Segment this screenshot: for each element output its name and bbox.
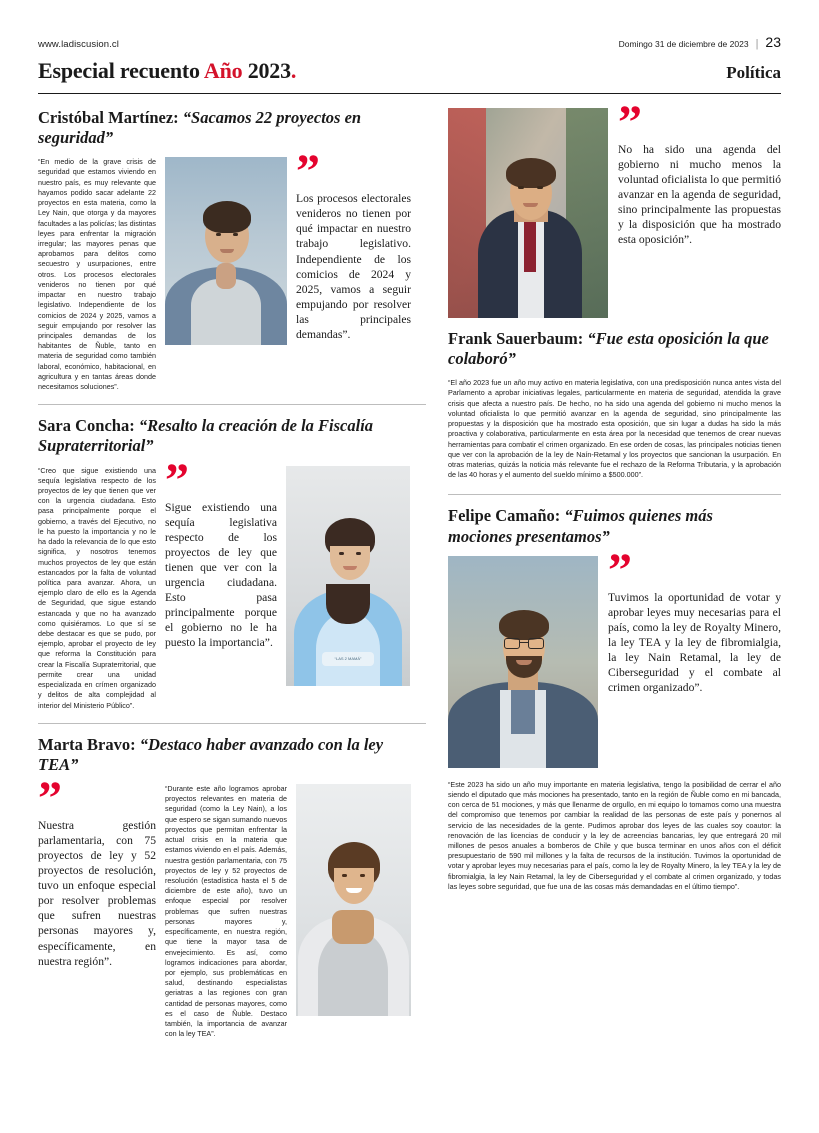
story-body: “Durante este año logramos aprobar proyectos relevantes en materia de seguridad (como la Ley Nain), a los que espero se sigan sumando nuevos proyectos que permitan enfrentar la actual crisis en la materia que estamos viviendo en el país. Además, nuestra gestión parlamentaria, con 75 proyectos de ley y 52 proyectos de resolución (estadística hasta el 5 de diciembre de este año), tuvo un enfoque especial por resolver problemas que sufren nuestras personas mayores y, específicamente, en nuestra región, que tiene la mayor tasa de envejecimiento. Es así, como logramos indicaciones para abordar, por ejemplo, sus problemáticas en salud, destinando especialistas geriatras a las regiones con gran cantidad de personas mayores, como es el caso de Ñuble. Destaco también, la importancia de avanzar con la ley TEA”. [165, 784, 287, 1039]
masthead-separator: | [755, 38, 759, 50]
quote-mark-icon: ” [296, 145, 318, 199]
photo-felipe-camano [448, 556, 598, 768]
special-year: 2023 [242, 58, 291, 83]
story-title-name: Cristóbal Martínez: [38, 108, 183, 127]
story-body: “Creo que sigue existiendo una sequía legislativa respecto de los proyectos de ley que tienen que ver con la urgencia ciudadana. Esto pasa principalmente porque el gobierno, a través del Ejecutivo, no le ha puesto la importancia y no le ha dado la relevancia de lo que esto significa, y nosotros tenemos muchos proyectos de ley que están estancados por la falta de voluntad política para avanzar. Ahora, un ejemplo claro de ello es la Agenda de Seguridad, que sigue estando estancada y que no ha avanzado como quisiéramos. Lo que sí se debe destacar es que se pudo, por ejemplo, aprobar el proyecto de ley que reforma la Constitución para crear la Fiscalía Supraterritorial, que permite crear una unidad especializada en crímen organizado y delitos de alta complejidad al interior del Ministerio Público”. [38, 465, 156, 710]
story-pullquote: No ha sido una agenda del gobierno ni mucho menos la voluntad oficialista lo que permitió avanzar en la agenda de seguridad, sino principalmente las propuestas y la disposición que ha mostrado esta oposición”. [618, 143, 781, 247]
story-title [38, 735, 426, 775]
special-label: Especial recuento [38, 58, 204, 83]
quote-mark-icon: ” [608, 543, 630, 597]
quote-mark-icon: ” [38, 772, 60, 826]
story-pullquote: Nuestra gestión parlamentaria, con 75 proyectos de ley y 52 proyectos de resolución, tuvo un enfoque especial por resolver problemas que sufren nuestras personas mayores y, específicamente, en nuestra región”. [38, 819, 156, 968]
story-title-quote: “Fue esta oposición la que colaboró” [448, 329, 769, 369]
story-title [38, 108, 426, 148]
divider [448, 494, 781, 495]
story-felipe-camano [448, 506, 781, 892]
story-title-name: Frank Sauerbaum: [448, 329, 588, 348]
masthead [38, 34, 781, 54]
story-title [448, 329, 781, 369]
story-marta-bravo [38, 735, 426, 1040]
story-body: “El año 2023 fue un año muy activo en materia legislativa, con una predisposición nunca antes vista del Parlamento a aprobar iniciativas legales, particularmente en materia de seguridad, atendida la grave crisis que afecta a nuestro país. De hecho, no ha sido una agenda del gobierno ni mucho menos la voluntad oficialista lo que permitió avanzar en la agenda de seguridad, sino principalmente las propuestas y la disposición que ha mostrado esta oposición, que sin lugar a dudas ha sido la más proactiva y colaborativa, particularmente en esta área por la necesidad que tenemos de crear nuevas herramientas para combatir el crimen organizado. En ese orden de cosas, las principales noticias tienen que ver con la aprobación de la ley de Naín-Retamal y los proyectos que sancionan la usurpación. En otras materias, quizás la noticia más relevante fue el rechazo de la Reforma Tributaria, y la aprobación de las 40 horas y el aumento del sueldo mínimo a $500.000”. [448, 378, 781, 480]
divider [38, 404, 426, 405]
story-title [448, 506, 781, 546]
site-url[interactable]: www.ladiscusion.cl [38, 39, 119, 50]
special-accent: Año [203, 58, 243, 83]
story-columns [38, 453, 426, 711]
section-name: Política [726, 63, 781, 82]
story-title-name: Felipe Camaño: [448, 506, 565, 526]
story-body: “En medio de la grave crisis de seguridad que estamos viviendo en nuestro país, es muy relevante que hayamos podido sacar adelante 22 proyectos en esta materia, como la Ley Nain, que otorga y da mayores facultades a las policías; las distintas leyes para enfrentar la migración irregular; las mayores penas que aprobamos para delitos como secuestro y usurpaciones, entre otros. Los procesos electorales venideros no tienen por qué impactar en nuestro trabajo legislativo. Independiente de los comicios de 2024 y 2025, vamos a seguir empujando por resolver las principales demandas de los habitantes de Ñuble, tanto en materia de seguridad como también laboral, económico, habitacional, en agricultura y en tantas áreas donde necesitamos soluciones”. [38, 157, 156, 392]
story-title-quote: “Sacamos 22 proyectos en seguridad” [38, 108, 362, 148]
quote-mark-icon: ” [618, 96, 640, 149]
photo-marta-bravo [296, 784, 411, 1016]
page-number: 23 [765, 34, 781, 50]
photo-sara-concha: “LAS 2 MAMÁ” [286, 466, 410, 686]
story-sara-concha [38, 416, 426, 711]
divider [38, 723, 426, 724]
story-body: “Este 2023 ha sido un año muy importante en materia legislativa, tengo la posibilidad de cerrar el año siendo el diputado que más mociones ha presentado, tanto en la región de Ñuble como en mi bancada, con cerca de 51 mociones, y más que llenarme de orgullo, en mi equipo lo tomamos como una muestra del compromiso que tenemos por cambiar la realidad de las personas de este país y ponernos al servicio de las necesidades de la gente. Pudimos aprobar dos leyes de las cuales soy coautor: la renovación de las licencias de conducir y la ley de acreencias bancarias, ley que entregará 20 mil millones de pesos anuales a bomberos de Chile y que busca terminar en unos años con el déficit presupuestario de 590 mil millones y la falta de recursos de la institución. Tuvimos la oportunidad de votar y aprobar leyes muy necesarias para el país, como la ley de Royalty Minero, la ley TEA y la ley de fibromialgia, la ley Nain Retamal, la ley de Ciberseguridad y el combate al crimen organizado, y todas las leyes sobre seguridad, que fue una de las cosas más demandadas en el último tiempo”. [448, 779, 781, 891]
photo-cristobal-martinez [165, 157, 287, 345]
story-title-quote: “Destaco haber avanzado con la ley TEA” [38, 734, 384, 774]
story-title-quote: “Fuimos quienes más mociones presentamos” [448, 506, 713, 546]
special-title [38, 58, 296, 84]
story-frank-sauerbaum [448, 96, 781, 480]
photo-frank-sauerbaum [448, 108, 608, 318]
story-title-name: Sara Concha: [38, 416, 139, 436]
story-columns [38, 145, 426, 392]
story-pullquote: Los procesos electorales venideros no tienen por qué impactar en nuestro trabajo legislativo. Independiente de los comicios de 2024 y 2025, vamos a seguir empujando por resolver las principales demandas”. [296, 192, 411, 341]
left-column [38, 108, 426, 1118]
story-pullquote: Tuvimos la oportunidad de votar y aprobar leyes muy necesarias para el país, como la ley de Royalty Minero, la ley TEA y la ley de fibromialgia, la ley Nain Retamal, la ley de Ciberseguridad y el combate al crimen organizado”. [608, 590, 781, 695]
story-cristobal-martinez [38, 108, 426, 392]
right-column [448, 96, 781, 1118]
page-content [38, 96, 781, 1118]
story-columns [38, 772, 426, 1039]
story-columns [448, 543, 781, 768]
story-title [38, 416, 426, 456]
special-dot: . [290, 58, 297, 83]
section-header [38, 58, 781, 94]
quote-mark-icon: ” [165, 453, 187, 507]
story-pullquote: Sigue existiendo una sequía legislativa respecto de los proyectos de ley que tienen que ver con la urgencia ciudadana. Esto pasa principalmente porque el gobierno no le ha puesto la importancia”. [165, 500, 277, 650]
publication-date: Domingo 31 de diciembre de 2023 [618, 39, 749, 49]
story-title-quote: “Resalto la creación de la Fiscalía Supraterritorial” [38, 416, 374, 456]
masthead-right [619, 34, 781, 50]
story-title-name: Marta Bravo: [38, 734, 140, 754]
story-columns [448, 96, 781, 318]
